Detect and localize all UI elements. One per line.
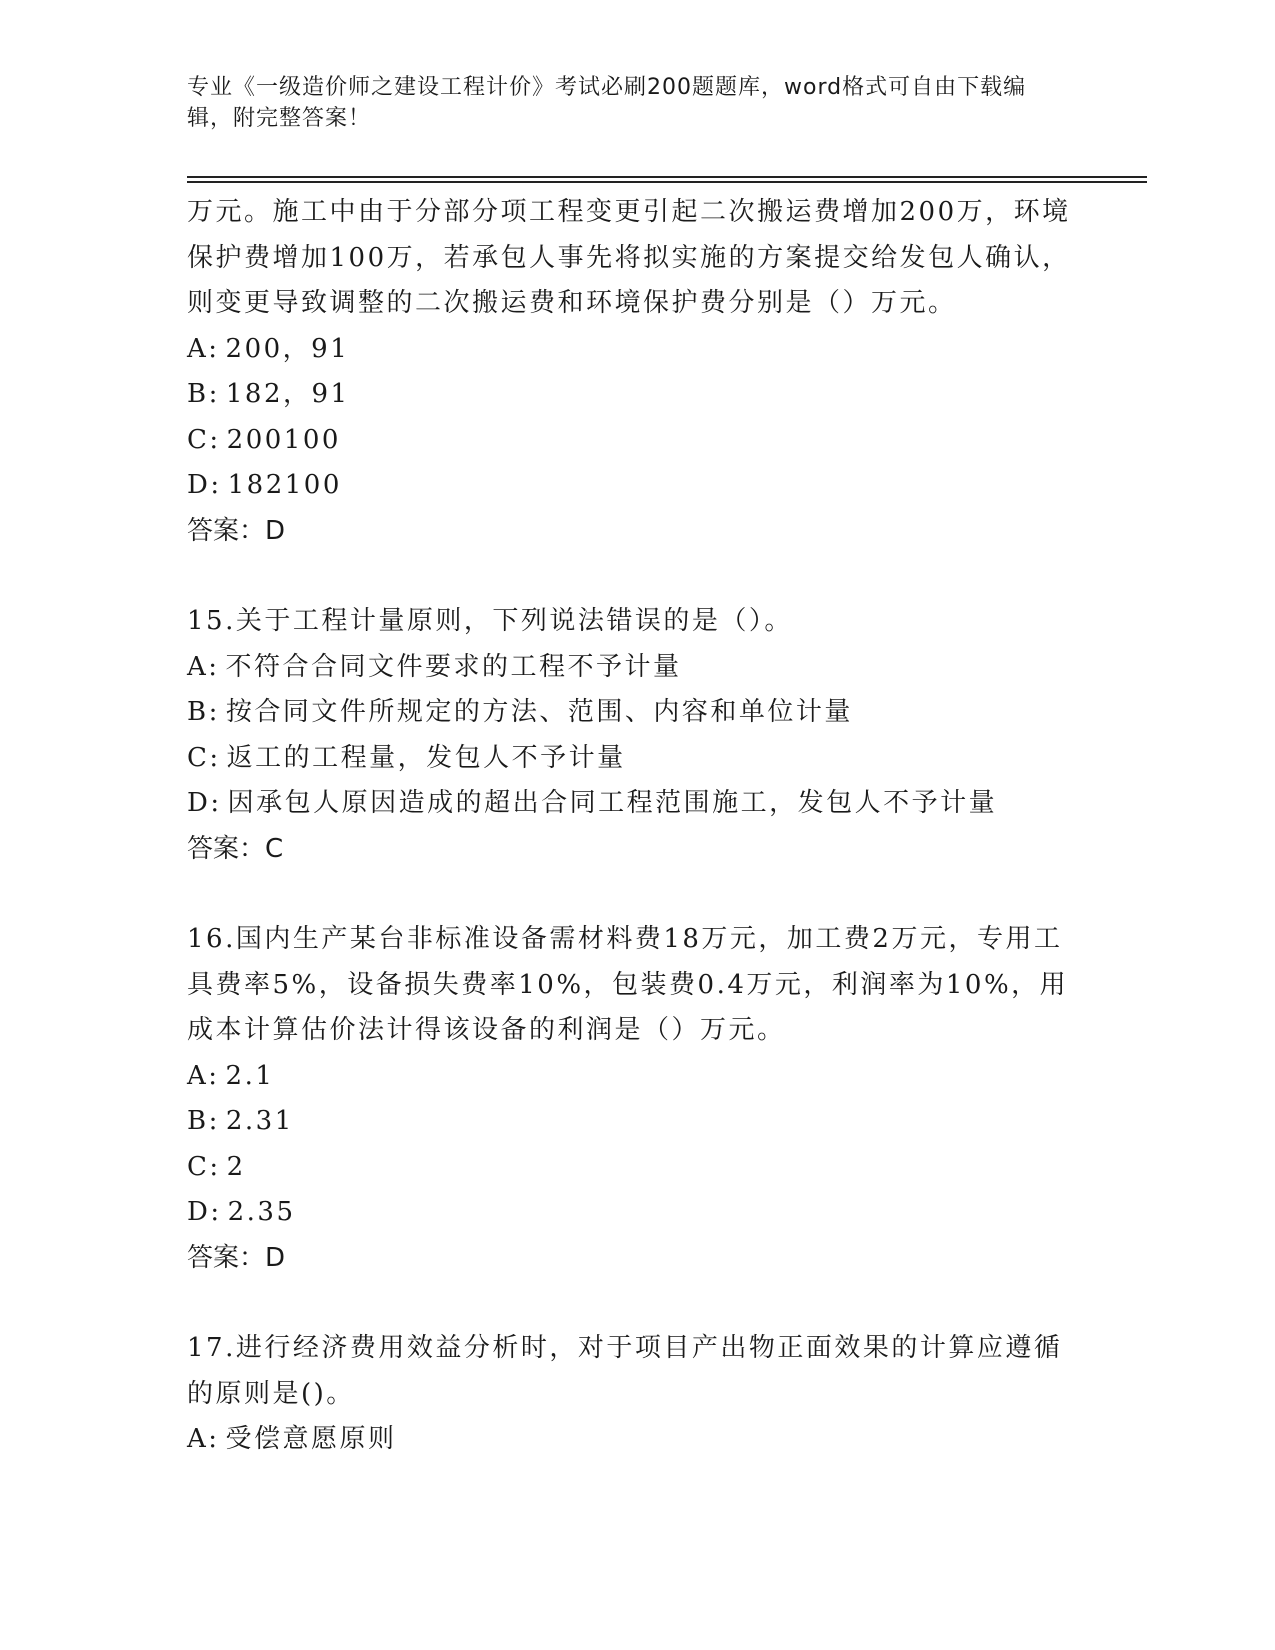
option-b: B: 182，91: [187, 379, 350, 409]
answer-value: D: [265, 1242, 286, 1273]
document-header: [187, 72, 1067, 134]
document-title: 专业《一级造价师之建设工程计价》考试必刷200题题库，word格式可自由下载编辑，附完整答案！: [187, 75, 1027, 131]
question-block: [187, 190, 1087, 554]
question-block: [187, 1326, 1087, 1463]
option-a: A: 受偿意愿原则: [187, 1424, 397, 1454]
question-text: 15.关于工程计量原则，下列说法错误的是（）。: [187, 606, 793, 636]
answer-line: [187, 827, 1087, 873]
option-d: D: 2.35: [187, 1197, 296, 1227]
answer-line: [187, 1236, 1087, 1282]
option-d: D: 因承包人原因造成的超出合同工程范围施工，发包人不予计量: [187, 788, 998, 818]
option-a: A: 2.1: [187, 1060, 275, 1091]
answer-line: [187, 509, 1087, 555]
question-text: 16.国内生产某台非标准设备需材料费18万元，加工费2万元，专用工具费率5%，设备损失费率10%，包装费0.4万元，利润率为10%，用成本计算估价法计得该设备的利润是（）万元。: [187, 924, 1069, 1045]
option-d: D: 182100: [187, 470, 342, 500]
question-text: 17.进行经济费用效益分析时，对于项目产出物正面效果的计算应遵循的原则是()。: [187, 1333, 1063, 1409]
option-c: C: 返工的工程量，发包人不予计量: [187, 742, 626, 773]
option-c: C: 2: [187, 1151, 246, 1182]
answer-label: 答案：: [187, 833, 266, 864]
option-a: A: 200，91: [187, 333, 350, 364]
question-text: 万元。施工中由于分部分项工程变更引起二次搬运费增加200万，环境保护费增加100万，若承包人事先将拟实施的方案提交给发包人确认，则变更导致调整的二次搬运费和环境保护费分别是（）万元。: [187, 197, 1071, 318]
answer-label: 答案：: [187, 1242, 266, 1273]
header-divider-bottom: [187, 181, 1147, 183]
answer-value: C: [265, 833, 284, 864]
option-b: B: 2.31: [187, 1106, 294, 1136]
answer-label: 答案：: [187, 515, 266, 546]
answer-value: D: [265, 515, 286, 546]
question-block: [187, 917, 1087, 1281]
question-list: [187, 190, 1087, 1463]
option-b: B: 按合同文件所规定的方法、范围、内容和单位计量: [187, 697, 853, 727]
option-a: A: 不符合合同文件要求的工程不予计量: [187, 651, 682, 682]
header-divider-top: [187, 176, 1147, 178]
option-c: C: 200100: [187, 424, 341, 455]
question-block: [187, 599, 1087, 872]
